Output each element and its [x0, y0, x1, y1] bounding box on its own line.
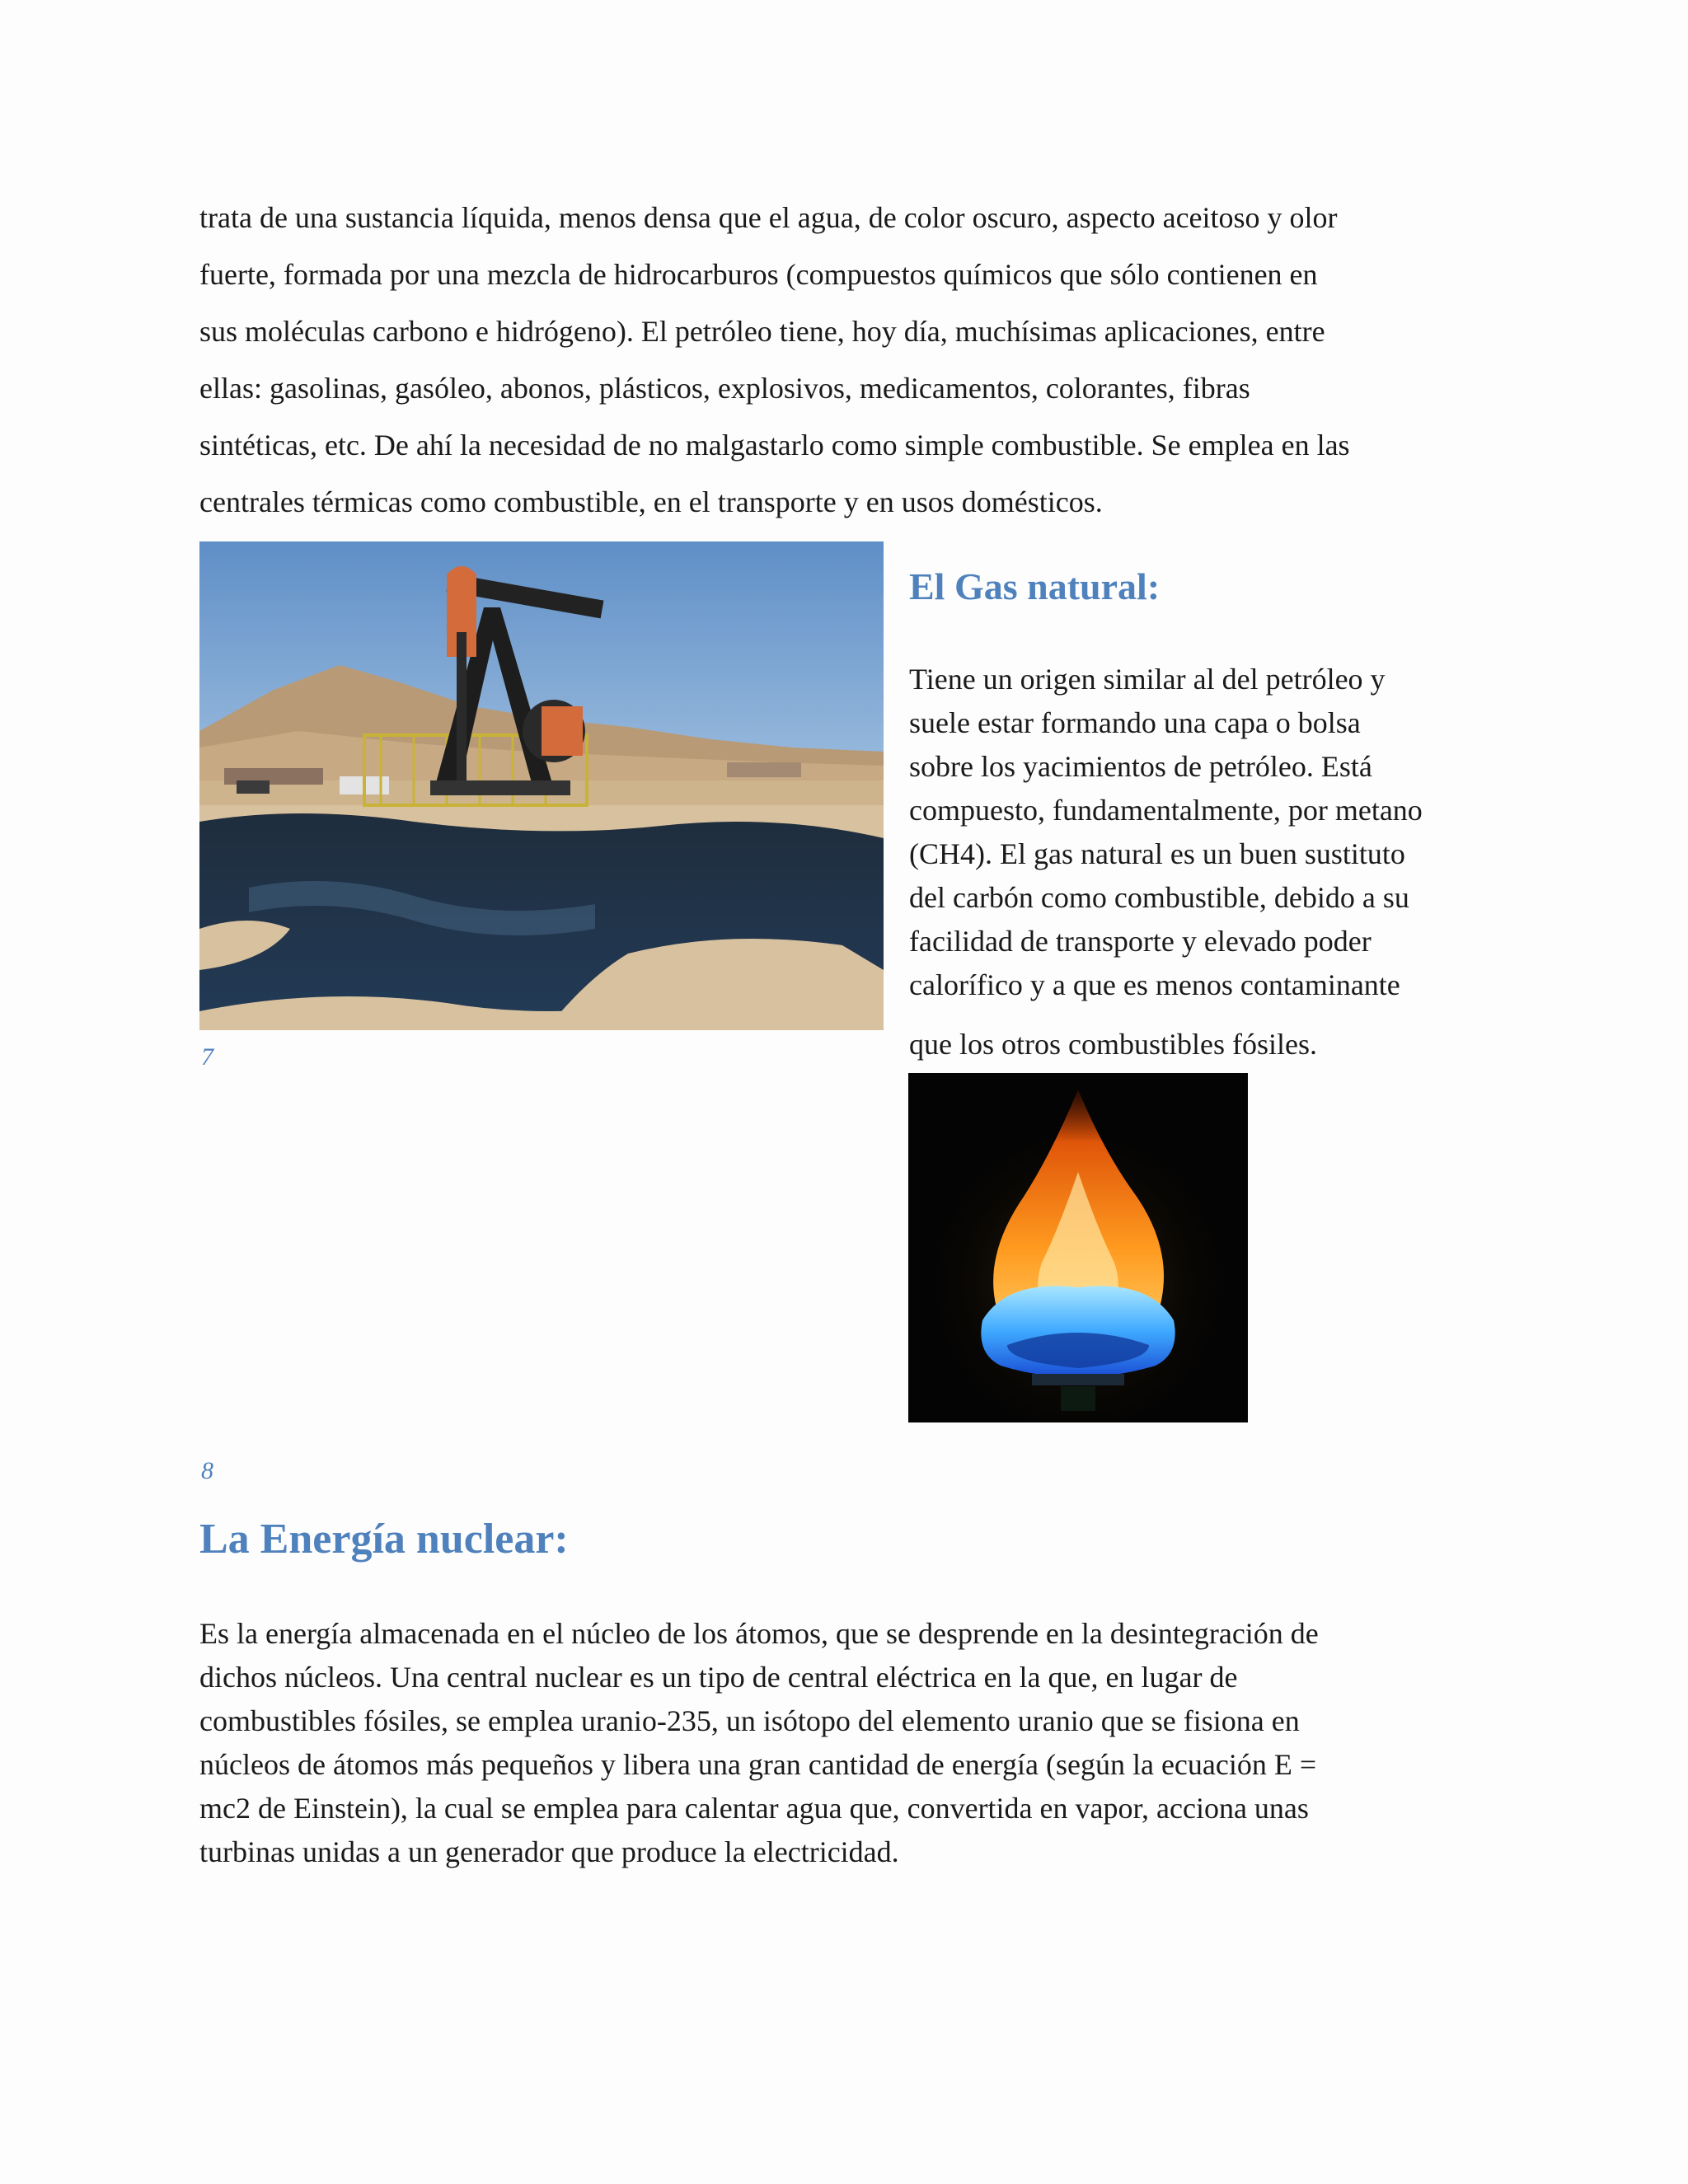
paragraph-line: compuesto, fundamentalmente, por metano	[909, 794, 1423, 827]
paragraph-line: Es la energía almacenada en el núcleo de los átomos, que se desprende en la desintegración de	[199, 1617, 1319, 1650]
paragraph-line: mc2 de Einstein), la cual se emplea para calentar agua que, convertida en vapor, acciona unas	[199, 1792, 1309, 1825]
figure-caption-8: 8	[201, 1457, 213, 1484]
energia-nuclear-heading: La Energía nuclear:	[199, 1516, 569, 1563]
paragraph-line: centrales térmicas como combustible, en el transporte y en usos domésticos.	[199, 485, 1103, 518]
paragraph-line: trata de una sustancia líquida, menos densa que el agua, de color oscuro, aspecto aceitoso y olor	[199, 201, 1338, 234]
paragraph-line: dichos núcleos. Una central nuclear es un tipo de central eléctrica en la que, en lugar de	[199, 1661, 1238, 1694]
figure-caption-7: 7	[201, 1043, 213, 1071]
gas-natural-heading: El Gas natural:	[909, 565, 1160, 607]
paragraph-line: fuerte, formada por una mezcla de hidrocarburos (compuestos químicos que sólo contienen en	[199, 258, 1318, 291]
oil-pumpjack-photo	[199, 541, 884, 1030]
paragraph-line: que los otros combustibles fósiles.	[909, 1028, 1317, 1061]
paragraph-line: sobre los yacimientos de petróleo. Está	[909, 750, 1372, 783]
paragraph-line: (CH4). El gas natural es un buen sustituto	[909, 837, 1405, 870]
paragraph-line: combustibles fósiles, se emplea uranio-235, un isótopo del elemento uranio que se fisiona en	[199, 1704, 1300, 1737]
paragraph-line: Tiene un origen similar al del petróleo y	[909, 663, 1386, 696]
gas-flame-photo	[908, 1073, 1248, 1422]
paragraph-line: sus moléculas carbono e hidrógeno). El petróleo tiene, hoy día, muchísimas aplicaciones, entre	[199, 315, 1325, 348]
paragraph-line: suele estar formando una capa o bolsa	[909, 706, 1361, 739]
paragraph-line: ellas: gasolinas, gasóleo, abonos, plásticos, explosivos, medicamentos, colorantes, fibras	[199, 372, 1250, 405]
paragraph-line: calorífico y a que es menos contaminante	[909, 968, 1400, 1001]
paragraph-line: facilidad de transporte y elevado poder	[909, 925, 1372, 958]
paragraph-line: del carbón como combustible, debido a su	[909, 881, 1409, 914]
paragraph-line: núcleos de átomos más pequeños y libera una gran cantidad de energía (según la ecuación E =	[199, 1748, 1317, 1781]
paragraph-line: sintéticas, etc. De ahí la necesidad de no malgastarlo como simple combustible. Se emplea en las	[199, 429, 1350, 462]
paragraph-line: turbinas unidas a un generador que produce la electricidad.	[199, 1835, 899, 1868]
